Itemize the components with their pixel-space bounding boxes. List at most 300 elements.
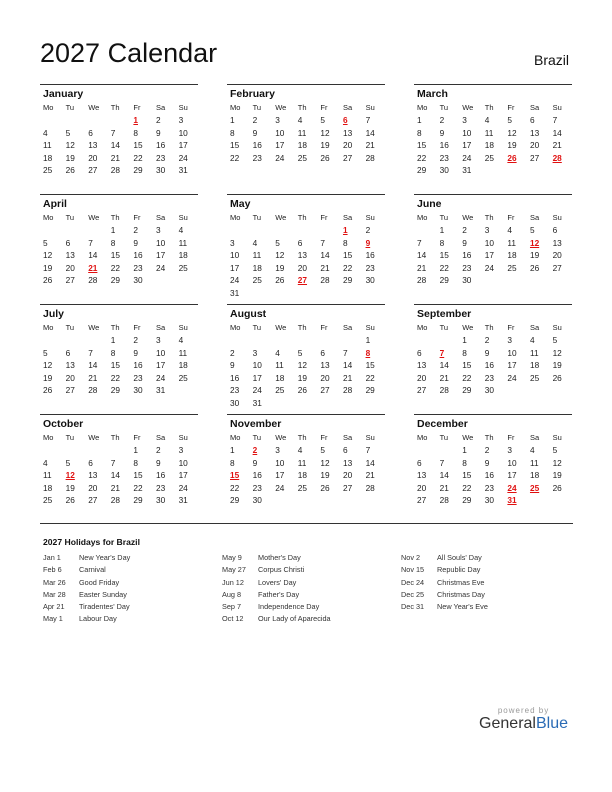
day: 15 — [417, 140, 427, 151]
day: 6 — [552, 225, 558, 235]
day: 11 — [178, 347, 188, 358]
holiday-day: 28 — [552, 152, 562, 163]
holiday-date: Aug 8 — [222, 589, 242, 599]
day-grid — [40, 101, 198, 177]
day: 25 — [178, 262, 188, 273]
day: 5 — [552, 335, 558, 345]
day: 23 — [252, 152, 262, 163]
month-rule — [227, 84, 385, 85]
holiday-item — [401, 552, 571, 564]
day: 1 — [110, 225, 116, 235]
day: 26 — [43, 275, 53, 286]
day-grid — [227, 321, 385, 410]
day: 23 — [439, 152, 449, 163]
month-name: April — [43, 198, 67, 210]
empty-cell — [40, 334, 63, 347]
month-name: December — [417, 418, 468, 430]
holiday-name: Carnival — [79, 565, 106, 575]
day: 23 — [133, 372, 143, 383]
day: 10 — [230, 250, 240, 261]
weekday-header: Fr — [507, 103, 515, 112]
day: 9 — [133, 347, 138, 358]
day: 13 — [342, 127, 353, 138]
holiday-date: Oct 12 — [222, 614, 244, 624]
day: 23 — [484, 372, 495, 383]
day: 29 — [133, 165, 143, 176]
weekday-header: Sa — [342, 323, 353, 332]
day: 13 — [417, 360, 427, 371]
day: 1 — [365, 335, 371, 345]
day: 3 — [275, 445, 280, 455]
weekday-header: Su — [552, 433, 562, 442]
day: 19 — [275, 262, 285, 273]
day: 23 — [133, 262, 143, 273]
day: 28 — [365, 152, 375, 163]
day: 25 — [484, 152, 495, 163]
day: 21 — [417, 262, 427, 273]
weekday-header: Sa — [529, 103, 540, 112]
divider — [40, 523, 573, 524]
weekday-header: Su — [178, 323, 188, 332]
weekday-header: Mo — [230, 433, 241, 442]
holiday-day: 25 — [529, 482, 540, 493]
weekday-header: Tu — [65, 323, 75, 332]
month-november — [227, 414, 385, 507]
day: 17 — [507, 360, 517, 371]
day: 3 — [252, 347, 258, 358]
weekday-header: We — [275, 103, 287, 112]
day: 25 — [529, 372, 540, 383]
day: 12 — [297, 360, 308, 371]
weekday-header: Tu — [252, 213, 262, 222]
weekday-header: Tu — [439, 213, 449, 222]
day: 18 — [507, 250, 517, 261]
weekday-header: We — [462, 213, 474, 222]
day: 16 — [365, 250, 375, 261]
day: 14 — [365, 457, 375, 468]
holiday-name: Corpus Christi — [258, 565, 305, 575]
day: 5 — [320, 445, 325, 455]
day: 8 — [439, 237, 445, 248]
day: 3 — [507, 335, 512, 345]
empty-cell — [85, 444, 108, 457]
day: 19 — [43, 372, 53, 383]
day: 16 — [252, 470, 262, 481]
day: 19 — [529, 250, 540, 261]
month-december — [414, 414, 572, 507]
day: 24 — [178, 152, 188, 163]
weekday-header: Su — [365, 103, 375, 112]
day: 24 — [275, 152, 285, 163]
day: 15 — [110, 250, 121, 261]
day: 6 — [417, 347, 422, 358]
day: 7 — [110, 127, 116, 138]
holiday-column — [43, 552, 213, 626]
weekday-header: Tu — [252, 103, 262, 112]
day: 13 — [552, 237, 562, 248]
day: 11 — [43, 470, 52, 481]
day: 26 — [65, 495, 75, 506]
empty-cell — [227, 334, 250, 347]
day: 30 — [252, 495, 262, 506]
day: 18 — [529, 470, 540, 481]
day: 17 — [155, 250, 166, 261]
day: 10 — [484, 237, 495, 248]
empty-cell — [227, 224, 250, 237]
month-row — [40, 414, 573, 524]
day: 13 — [88, 140, 98, 151]
day: 9 — [484, 347, 490, 358]
day: 24 — [252, 385, 262, 396]
day: 5 — [65, 127, 71, 138]
weekday-header: Fr — [507, 213, 515, 222]
day: 21 — [110, 152, 121, 163]
month-rule — [227, 414, 385, 415]
day: 27 — [417, 385, 427, 396]
holiday-name: Easter Sunday — [79, 589, 127, 599]
day: 4 — [43, 127, 48, 138]
day: 22 — [230, 482, 240, 493]
day: 11 — [507, 237, 516, 248]
day: 6 — [88, 127, 93, 138]
weekday-header: Mo — [230, 103, 241, 112]
day: 20 — [297, 262, 308, 273]
day: 27 — [529, 152, 540, 163]
day: 2 — [155, 115, 161, 125]
day: 29 — [110, 385, 121, 396]
powered-by-text: powered by — [497, 706, 550, 715]
day: 16 — [230, 372, 240, 383]
holiday-day: 26 — [507, 152, 517, 163]
empty-cell — [40, 224, 63, 237]
month-name: May — [230, 198, 251, 210]
holiday-day: 1 — [133, 115, 138, 125]
empty-cell — [40, 114, 63, 127]
empty-cell — [272, 334, 295, 347]
day: 19 — [552, 360, 562, 371]
day: 14 — [88, 360, 98, 371]
day: 13 — [417, 470, 427, 481]
weekday-header: Tu — [252, 323, 262, 332]
day: 21 — [439, 372, 449, 383]
day: 1 — [439, 225, 445, 235]
day: 24 — [155, 372, 166, 383]
day: 10 — [507, 457, 517, 468]
day: 9 — [133, 237, 138, 248]
day-grid — [414, 211, 572, 287]
holiday-day: 12 — [529, 237, 540, 248]
empty-cell — [437, 334, 460, 347]
holiday-date: Dec 25 — [401, 589, 425, 599]
day: 17 — [484, 250, 495, 261]
month-march — [414, 84, 572, 177]
month-name: February — [230, 88, 275, 100]
day: 15 — [342, 250, 353, 261]
day: 8 — [230, 127, 235, 138]
calendar-grid — [40, 84, 573, 524]
day: 3 — [462, 115, 467, 125]
holiday-date: Nov 15 — [401, 565, 425, 575]
holiday-day: 24 — [507, 482, 517, 493]
holiday-item — [43, 577, 213, 589]
day: 7 — [365, 115, 371, 125]
day: 12 — [320, 457, 330, 468]
month-name: March — [417, 88, 448, 100]
weekday-header: We — [88, 213, 100, 222]
day: 6 — [529, 115, 535, 125]
holiday-date: Mar 28 — [43, 589, 66, 599]
weekday-header: Th — [110, 213, 120, 222]
day: 18 — [484, 140, 495, 151]
month-name: January — [43, 88, 84, 100]
holiday-day: 21 — [88, 262, 98, 273]
holiday-day: 15 — [230, 470, 240, 481]
weekday-header: Sa — [342, 433, 353, 442]
day: 28 — [365, 482, 375, 493]
day: 14 — [110, 470, 121, 481]
day: 19 — [65, 152, 75, 163]
day: 7 — [439, 457, 445, 468]
day: 6 — [417, 457, 422, 468]
day: 4 — [507, 225, 512, 235]
day: 19 — [552, 470, 562, 481]
day: 4 — [252, 237, 258, 248]
day: 5 — [552, 445, 558, 455]
holiday-item — [222, 577, 392, 589]
day: 30 — [462, 275, 472, 286]
day: 4 — [178, 225, 184, 235]
day: 26 — [529, 262, 540, 273]
day-grid — [414, 101, 572, 177]
day: 28 — [320, 275, 330, 286]
day: 29 — [365, 385, 375, 396]
day: 31 — [230, 287, 240, 298]
weekday-header: Sa — [155, 323, 166, 332]
day: 31 — [462, 165, 472, 176]
holiday-day: 31 — [507, 495, 517, 506]
day: 26 — [275, 275, 285, 286]
day: 1 — [462, 445, 467, 455]
weekday-header: Mo — [417, 103, 428, 112]
day: 12 — [43, 250, 53, 261]
weekday-header: Fr — [133, 213, 141, 222]
month-row — [40, 84, 573, 194]
day-grid — [40, 431, 198, 507]
day: 21 — [365, 470, 375, 481]
day: 21 — [439, 482, 449, 493]
day: 13 — [529, 127, 540, 138]
day: 21 — [342, 372, 353, 383]
day: 26 — [297, 385, 308, 396]
day: 20 — [529, 140, 540, 151]
day: 14 — [110, 140, 121, 151]
day: 26 — [552, 482, 562, 493]
holiday-date: Dec 31 — [401, 602, 425, 612]
weekday-header: Su — [365, 213, 375, 222]
day: 11 — [484, 127, 494, 138]
day: 3 — [230, 237, 235, 248]
day: 7 — [552, 115, 558, 125]
day: 3 — [178, 445, 184, 455]
day: 7 — [88, 347, 93, 358]
weekday-header: Th — [484, 103, 494, 112]
weekday-header: Fr — [320, 323, 328, 332]
holiday-item — [222, 589, 392, 601]
day: 26 — [320, 482, 330, 493]
day: 27 — [65, 275, 75, 286]
day: 10 — [275, 127, 285, 138]
weekday-header: Fr — [133, 433, 141, 442]
holiday-item — [43, 601, 213, 613]
weekday-header: Th — [484, 213, 494, 222]
day: 8 — [110, 237, 116, 248]
day: 31 — [178, 495, 188, 506]
holiday-date: May 9 — [222, 553, 242, 562]
day: 19 — [507, 140, 517, 151]
day: 9 — [462, 237, 467, 248]
day: 11 — [529, 457, 539, 468]
month-rule — [414, 304, 572, 305]
weekday-header: Sa — [529, 213, 540, 222]
holiday-day: 27 — [297, 275, 308, 286]
day: 16 — [133, 250, 143, 261]
day: 5 — [65, 457, 71, 468]
day: 19 — [320, 470, 330, 481]
day: 4 — [43, 457, 48, 468]
day: 30 — [365, 275, 375, 286]
day: 22 — [365, 372, 375, 383]
day: 29 — [342, 275, 353, 286]
day: 18 — [529, 360, 540, 371]
day: 22 — [133, 482, 143, 493]
day: 26 — [65, 165, 75, 176]
day: 28 — [88, 275, 98, 286]
day: 14 — [439, 360, 449, 371]
day: 4 — [275, 347, 280, 358]
day: 2 — [133, 225, 138, 235]
day: 18 — [43, 152, 53, 163]
day: 6 — [320, 347, 325, 358]
weekday-header: We — [275, 323, 287, 332]
day: 27 — [88, 495, 98, 506]
day: 25 — [275, 385, 285, 396]
day: 22 — [417, 152, 427, 163]
holiday-name: Our Lady of Aparecida — [258, 614, 331, 624]
weekday-header: We — [88, 323, 100, 332]
day: 22 — [230, 152, 240, 163]
day: 11 — [529, 347, 539, 358]
day: 23 — [155, 482, 166, 493]
day: 7 — [365, 445, 371, 455]
day: 24 — [230, 275, 240, 286]
month-rule — [40, 414, 198, 415]
weekday-header: Th — [297, 433, 307, 442]
day: 20 — [417, 372, 427, 383]
day: 15 — [462, 470, 472, 481]
day: 25 — [297, 152, 308, 163]
day: 27 — [320, 385, 330, 396]
day: 18 — [297, 470, 308, 481]
day: 8 — [342, 237, 348, 248]
weekday-header: Mo — [230, 323, 241, 332]
holiday-name: Mother's Day — [258, 553, 301, 562]
weekday-header: Mo — [417, 433, 428, 442]
empty-cell — [317, 224, 340, 237]
month-rule — [40, 194, 198, 195]
weekday-header: Su — [178, 433, 188, 442]
day: 20 — [65, 262, 75, 273]
weekday-header: Tu — [252, 433, 262, 442]
holiday-item — [43, 589, 213, 601]
day: 4 — [529, 445, 535, 455]
day: 20 — [65, 372, 75, 383]
month-row — [40, 304, 573, 414]
day: 21 — [88, 372, 98, 383]
weekday-header: Fr — [133, 103, 141, 112]
page-title: 2027 Calendar — [40, 38, 218, 68]
day: 30 — [155, 165, 166, 176]
day: 22 — [133, 152, 143, 163]
day: 3 — [275, 115, 280, 125]
day: 25 — [297, 482, 308, 493]
day: 15 — [230, 140, 240, 151]
day: 21 — [365, 140, 375, 151]
weekday-header: Mo — [43, 433, 54, 442]
month-row — [40, 194, 573, 304]
day: 16 — [133, 360, 143, 371]
day: 18 — [297, 140, 308, 151]
empty-cell — [414, 224, 437, 237]
empty-cell — [414, 334, 437, 347]
weekday-header: Sa — [342, 103, 353, 112]
weekday-header: Mo — [417, 213, 428, 222]
day: 9 — [252, 127, 258, 138]
day: 18 — [178, 250, 188, 261]
holiday-name: New Year's Eve — [437, 602, 488, 612]
day-grid — [227, 431, 385, 507]
weekday-header: Fr — [320, 433, 328, 442]
month-september — [414, 304, 572, 397]
weekday-header: Tu — [439, 433, 449, 442]
weekday-header: Fr — [320, 103, 328, 112]
day: 27 — [417, 495, 427, 506]
day: 9 — [155, 127, 161, 138]
day-grid — [414, 321, 572, 397]
holiday-day: 6 — [342, 115, 348, 125]
holiday-date: May 1 — [43, 614, 63, 624]
holiday-name: Labour Day — [79, 614, 117, 624]
holiday-day: 1 — [342, 225, 348, 235]
holiday-date: May 27 — [222, 565, 246, 575]
empty-cell — [250, 224, 273, 237]
day: 22 — [342, 262, 353, 273]
weekday-header: Sa — [155, 213, 166, 222]
weekday-header: Th — [484, 323, 494, 332]
weekday-header: Tu — [65, 433, 75, 442]
weekday-header: Th — [484, 433, 494, 442]
day: 11 — [297, 457, 307, 468]
day: 2 — [462, 225, 467, 235]
empty-cell — [437, 444, 460, 457]
holiday-name: Tiradentes' Day — [79, 602, 130, 612]
day: 30 — [155, 495, 166, 506]
weekday-header: Su — [365, 323, 375, 332]
day: 15 — [133, 140, 143, 151]
day: 9 — [252, 457, 258, 468]
holiday-column — [222, 552, 392, 626]
month-name: July — [43, 308, 65, 320]
holiday-name: Christmas Eve — [437, 577, 485, 587]
